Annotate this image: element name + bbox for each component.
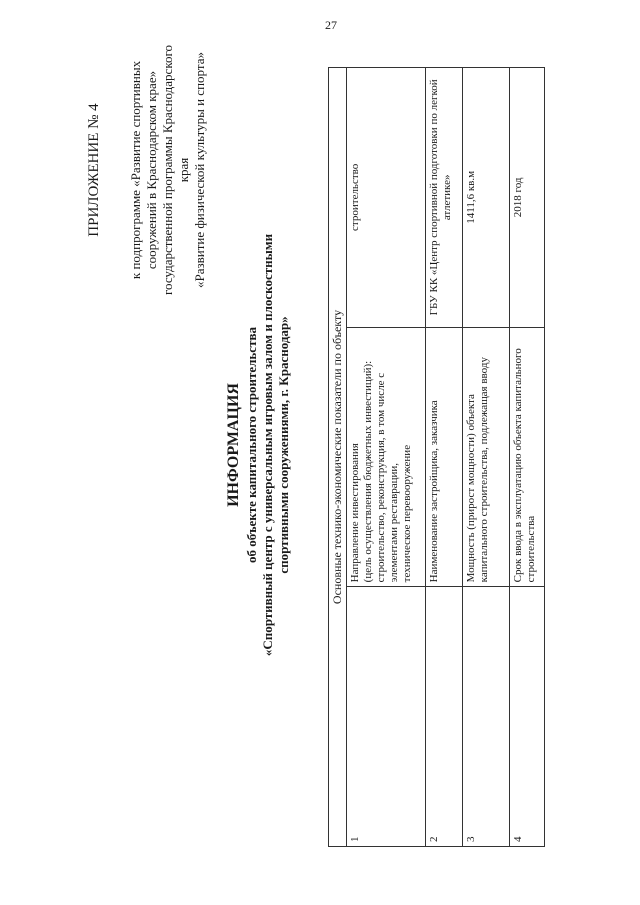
table-header-row bbox=[329, 68, 347, 847]
appendix-title: ПРИЛОЖЕНИЕ № 4 bbox=[86, 103, 102, 237]
row-label-line: техническое перевооружение bbox=[401, 444, 413, 583]
row-label-line: (цель осуществления бюджетных инвестиций): bbox=[362, 360, 374, 583]
table-row bbox=[510, 68, 545, 847]
row-label bbox=[347, 327, 426, 587]
row-label-line: строительство, реконструкция, в том числе с элементами реставрации, bbox=[375, 372, 400, 583]
table-row bbox=[426, 68, 463, 847]
appendix-line: государственной программы Краснодарского края bbox=[160, 45, 191, 296]
info-heading bbox=[226, 225, 292, 665]
row-number: 4 bbox=[510, 587, 545, 847]
info-line: об объекте капитального строительства bbox=[244, 327, 259, 563]
row-number: 1 bbox=[347, 587, 426, 847]
row-label-line: капитального строительства, подлежащая вводу bbox=[478, 357, 490, 583]
info-line: «Спортивный центр с универсальным игровым залом и плоскостными bbox=[260, 233, 275, 657]
row-label bbox=[510, 327, 545, 587]
rotated-page-content bbox=[8, 35, 628, 865]
appendix-line: к подпрограмме «Развитие спортивных bbox=[128, 60, 143, 280]
row-label bbox=[426, 327, 463, 587]
info-line: спортивными сооружениями, г. Краснодар» bbox=[276, 316, 291, 574]
row-value: 2018 год bbox=[510, 68, 545, 328]
table-header: Основные технико-экономические показатели по объекту bbox=[329, 68, 347, 847]
row-label-line: Срок ввода в эксплуатацию объекта капитального строительства bbox=[512, 348, 537, 583]
row-value: 1411,6 кв.м bbox=[463, 68, 510, 328]
appendix-line: «Развитие физической культуры и спорта» bbox=[192, 52, 207, 288]
row-label-line: Направление инвестирования bbox=[349, 443, 361, 583]
table-row bbox=[463, 68, 510, 847]
row-value: ГБУ КК «Центр спортивной подготовки по легкой атлетике» bbox=[426, 68, 463, 328]
appendix-block bbox=[86, 35, 208, 305]
row-number: 3 bbox=[463, 587, 510, 847]
info-title: ИНФОРМАЦИЯ bbox=[225, 383, 242, 507]
table-row bbox=[347, 68, 426, 847]
row-label-line: Наименование застройщика, заказчика bbox=[428, 400, 440, 583]
row-value: строительство bbox=[347, 68, 426, 328]
row-label-line: Мощность (прирост мощности) объекта bbox=[465, 394, 477, 583]
page-number: 27 bbox=[325, 18, 337, 32]
object-indicators-table bbox=[328, 67, 545, 847]
row-label bbox=[463, 327, 510, 587]
row-number: 2 bbox=[426, 587, 463, 847]
appendix-line: сооружений в Краснодарском крае» bbox=[144, 70, 159, 270]
